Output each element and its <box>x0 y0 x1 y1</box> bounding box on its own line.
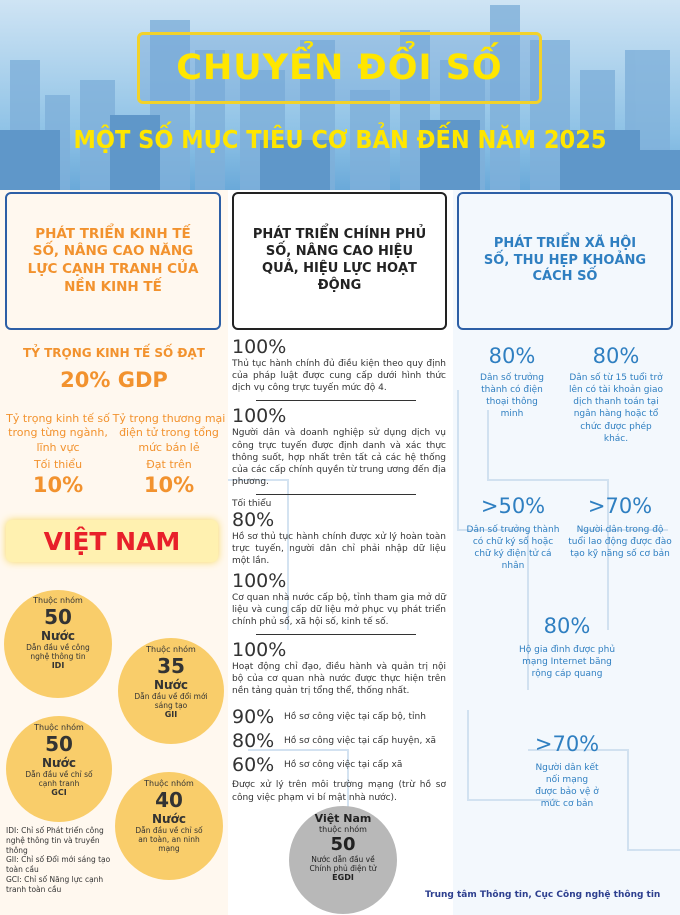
digital-economy-share-label: TỶ TRỌNG KINH TẾ SỐ ĐẠT <box>23 346 205 360</box>
gov-item-value: 100% <box>232 569 287 592</box>
society-stat-text: Dân số trưởng thành có chữ ký số hoặc chữ ký điện tử cá nhân <box>466 525 560 572</box>
note-idi: IDI: Chỉ số Phát triển công nghệ thông tin và truyền thông <box>6 826 104 855</box>
circle-top-label: Thuộc nhóm <box>144 779 194 788</box>
page-title: CHUYỂN ĐỔI SỐ <box>176 48 503 88</box>
gov-row-value: 80% <box>232 730 275 753</box>
society-stat-text: Dân số từ 15 tuổi trở lên có tài khoản giao dịch thanh toán tại ngân hàng hoặc tổ chức được phép khác. <box>568 373 664 444</box>
circle-desc: Dẫn đầu về chỉ số cạnh tranh <box>25 770 93 788</box>
header-banner <box>0 0 680 190</box>
circle-unit: Nước <box>42 756 76 770</box>
society-stat-value: 80% <box>592 344 640 368</box>
digital-economy-share-value: 20% GDP <box>60 368 168 392</box>
egdi-desc: Nước dẫn đầu về Chính phủ điện tử <box>309 855 377 873</box>
gov-item-value: 80% <box>232 509 275 532</box>
society-stat-value: >70% <box>587 494 653 518</box>
society-stat-3 <box>458 494 568 573</box>
gov-item-5 <box>232 639 446 697</box>
gov-item-text: Hồ sơ thủ tục hành chính được xử lý hoàn toàn trực tuyến, người dân chỉ phải nhập dữ liệu một lần. <box>232 532 446 567</box>
ecommerce-share-label: Tỷ trọng thương mại điện tử trong tổng mức bán lẻ <box>112 412 226 454</box>
circle-unit: Nước <box>41 629 75 643</box>
society-stat-2 <box>560 344 672 445</box>
circle-code: IDI <box>51 661 65 670</box>
ecommerce-share-qualifier: Đạt trên <box>146 458 192 471</box>
circle-top-label: Thuộc nhóm <box>34 723 84 732</box>
egdi-top-label: thuộc nhóm <box>319 825 367 834</box>
cybersecurity-circle <box>115 772 223 880</box>
circle-top-label: Thuộc nhóm <box>146 645 196 654</box>
society-stat-4 <box>566 494 674 560</box>
society-stat-text: Người dân trong độ tuổi lao động được đào tạo kỹ năng số cơ bản <box>568 525 672 560</box>
page-subtitle: MỘT SỐ MỤC TIÊU CƠ BẢN ĐẾN NĂM 2025 <box>73 125 607 154</box>
divider <box>256 634 416 635</box>
circle-number: 50 <box>45 732 73 756</box>
gov-rows-note: Được xử lý trên môi trường mạng (trừ hồ sơ công việc phạm vi bí mật nhà nước). <box>232 780 446 803</box>
egdi-country: Việt Nam <box>314 812 372 825</box>
society-stat-value: 80% <box>488 344 536 368</box>
circle-unit: Nước <box>154 678 188 692</box>
ecommerce-share-value: 10% <box>143 473 195 497</box>
circle-code: GII <box>164 710 178 719</box>
note-gci: GCI: Chỉ số Năng lực cạnh tranh toàn cầu <box>6 874 104 894</box>
gov-item-text: Người dân và doanh nghiệp sử dụng dịch vụ công trực tuyến được định danh và xác thực thông suốt, hợp nhất trên tất cả các hệ thống của các cấp chính quyền từ trung ương đến địa phương. <box>232 428 446 487</box>
title-box <box>137 32 542 104</box>
circle-number: 50 <box>44 605 72 629</box>
gov-rows <box>232 705 446 803</box>
abbreviation-notes <box>6 826 118 894</box>
government-targets <box>232 336 446 804</box>
gov-item-3 <box>232 499 446 567</box>
society-stat-6 <box>512 732 622 811</box>
gov-row <box>232 705 446 729</box>
society-heading: PHÁT TRIỂN XÃ HỘI SỐ, THU HẸP KHOẢNG CÁCH SỐ <box>457 192 673 330</box>
divider <box>256 400 416 401</box>
gov-row-text: Hồ sơ công việc tại cấp huyện, xã <box>284 736 437 747</box>
gov-item-4 <box>232 570 446 635</box>
government-heading: PHÁT TRIỂN CHÍNH PHỦ SỐ, NÂNG CAO HIỆU QUẢ, HIỆU LỰC HOẠT ĐỘNG <box>232 192 447 330</box>
society-stat-text: Người dân kết nối mạng được bảo vệ ở mức cơ bản <box>535 763 599 810</box>
gov-item-value: 100% <box>232 638 287 661</box>
circle-unit: Nước <box>152 812 186 826</box>
circle-desc: Dẫn đầu về chỉ số an toàn, an ninh mạng <box>135 826 203 853</box>
circle-desc: Dẫn đầu về công nghệ thông tin <box>26 643 90 661</box>
sector-share-qualifier: Tối thiểu <box>33 458 83 471</box>
sector-share-label: Tỷ trọng kinh tế số trong từng ngành, lĩnh vực <box>6 412 110 454</box>
egdi-number: 50 <box>330 834 356 855</box>
note-gii: GII: Chỉ số Đổi mới sáng tạo toàn cầu <box>6 855 111 874</box>
society-stat-value: >70% <box>534 732 600 756</box>
gov-item-2 <box>232 405 446 495</box>
circle-desc: Dẫn đầu về đổi mới sáng tạo <box>134 692 208 710</box>
gov-row-text: Hồ sơ công việc tại cấp bộ, tỉnh <box>284 712 426 723</box>
idi-circle <box>4 590 112 698</box>
society-stat-1 <box>458 344 566 421</box>
gov-row <box>232 729 446 753</box>
gov-item-value: 100% <box>232 405 287 428</box>
vietnam-banner: VIỆT NAM <box>6 520 218 562</box>
gov-row-text: Hồ sơ công việc tại cấp xã <box>284 760 403 771</box>
circle-number: 40 <box>155 788 183 812</box>
gci-circle <box>6 716 112 822</box>
circle-number: 35 <box>157 654 185 678</box>
society-stat-text: Hộ gia đình được phủ mạng Internet băng rộng cáp quang <box>518 645 616 680</box>
circle-top-label: Thuộc nhóm <box>33 596 83 605</box>
society-stat-value: >50% <box>480 494 546 518</box>
gov-item-text: Cơ quan nhà nước cấp bộ, tỉnh tham gia mở dữ liệu và cung cấp dữ liệu mở phục vụ phát triển chính phủ số, xã hội số, kinh tế số. <box>232 592 446 627</box>
divider <box>256 494 416 495</box>
economy-heading: PHÁT TRIỂN KINH TẾ SỐ, NÂNG CAO NĂNG LỰC CẠNH TRANH CỦA NỀN KINH TẾ <box>5 192 221 330</box>
gov-row-value: 60% <box>232 754 275 777</box>
egdi-circle <box>289 806 397 914</box>
circle-code: GCI <box>51 788 67 797</box>
sector-share-value: 10% <box>32 473 84 497</box>
gov-item-value: 100% <box>232 336 287 358</box>
gov-item-prefix: Tối thiểu <box>232 499 272 510</box>
society-stat-text: Dân số trưởng thành có điện thoại thông minh <box>480 373 544 420</box>
egdi-code: EGDI <box>332 873 354 882</box>
gov-item-1 <box>232 336 446 401</box>
gov-item-text: Hoạt động chỉ đạo, điều hành và quản trị nội bộ của cơ quan nhà nước được thực hiện trên nền tảng quản trị tổng thể, thống nhất. <box>232 661 446 697</box>
society-stat-5 <box>512 614 622 680</box>
source-credit: Trung tâm Thông tin, Cục Công nghệ thông tin <box>425 890 661 900</box>
gii-circle <box>118 638 224 744</box>
gov-row <box>232 753 446 777</box>
gov-row-value: 90% <box>232 706 275 729</box>
gov-item-text: Thủ tục hành chính đủ điều kiện theo quy định của pháp luật được cung cấp dưới hình thức dịch vụ công trực tuyến mức độ 4. <box>232 359 446 394</box>
society-stat-value: 80% <box>543 614 591 638</box>
